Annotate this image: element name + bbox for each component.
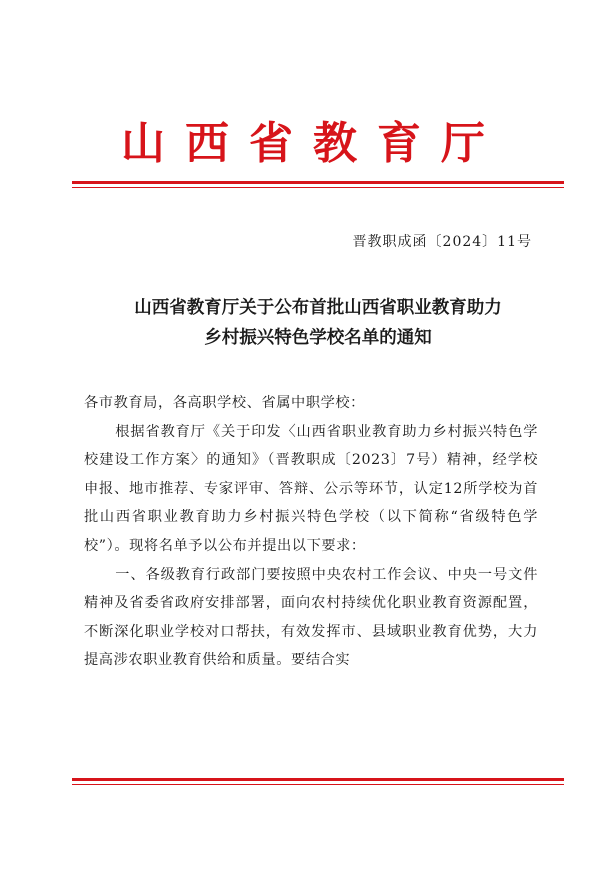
- title-line-1: 山西省教育厅关于公布首批山西省职业教育助力: [134, 298, 502, 318]
- paragraph-1: 根据省教育厅《关于印发〈山西省职业教育助力乡村振兴特色学校建设工作方案〉的通知》（晋教职成〔2023〕7号）精神，经学校申报、地市推荐、专家评审、答辩、公示等环节，认定12所学校为首批山西省职业教育助力乡村振兴特色学校（以下简称“省级特色学校”）。现将名单予以公布并提出以下要求：: [84, 423, 538, 554]
- header-divider-thin: [72, 187, 564, 188]
- title-line-2: 乡村振兴特色学校名单的通知: [204, 328, 432, 348]
- salutation: 各市教育局，各高职学校、省属中职学校：: [84, 395, 365, 411]
- document-title: [72, 293, 564, 353]
- paragraph-2: 一、各级教育行政部门要按照中央农村工作会议、中央一号文件精神及省委省政府安排部署，面向农村持续优化职业教育资源配置，不断深化职业学校对口帮扶，有效发挥市、县域职业教育优势，大力提高涉农职业教育供给和质量。要结合实: [84, 566, 538, 669]
- footer-divider-thin: [72, 784, 564, 785]
- header-divider-thick: [72, 181, 564, 184]
- document-number: 晋教职成函〔2024〕11号: [352, 234, 532, 250]
- agency-masthead: 山西省教育厅: [121, 118, 505, 169]
- document-body: [84, 389, 538, 675]
- footer-divider-thick: [72, 778, 564, 781]
